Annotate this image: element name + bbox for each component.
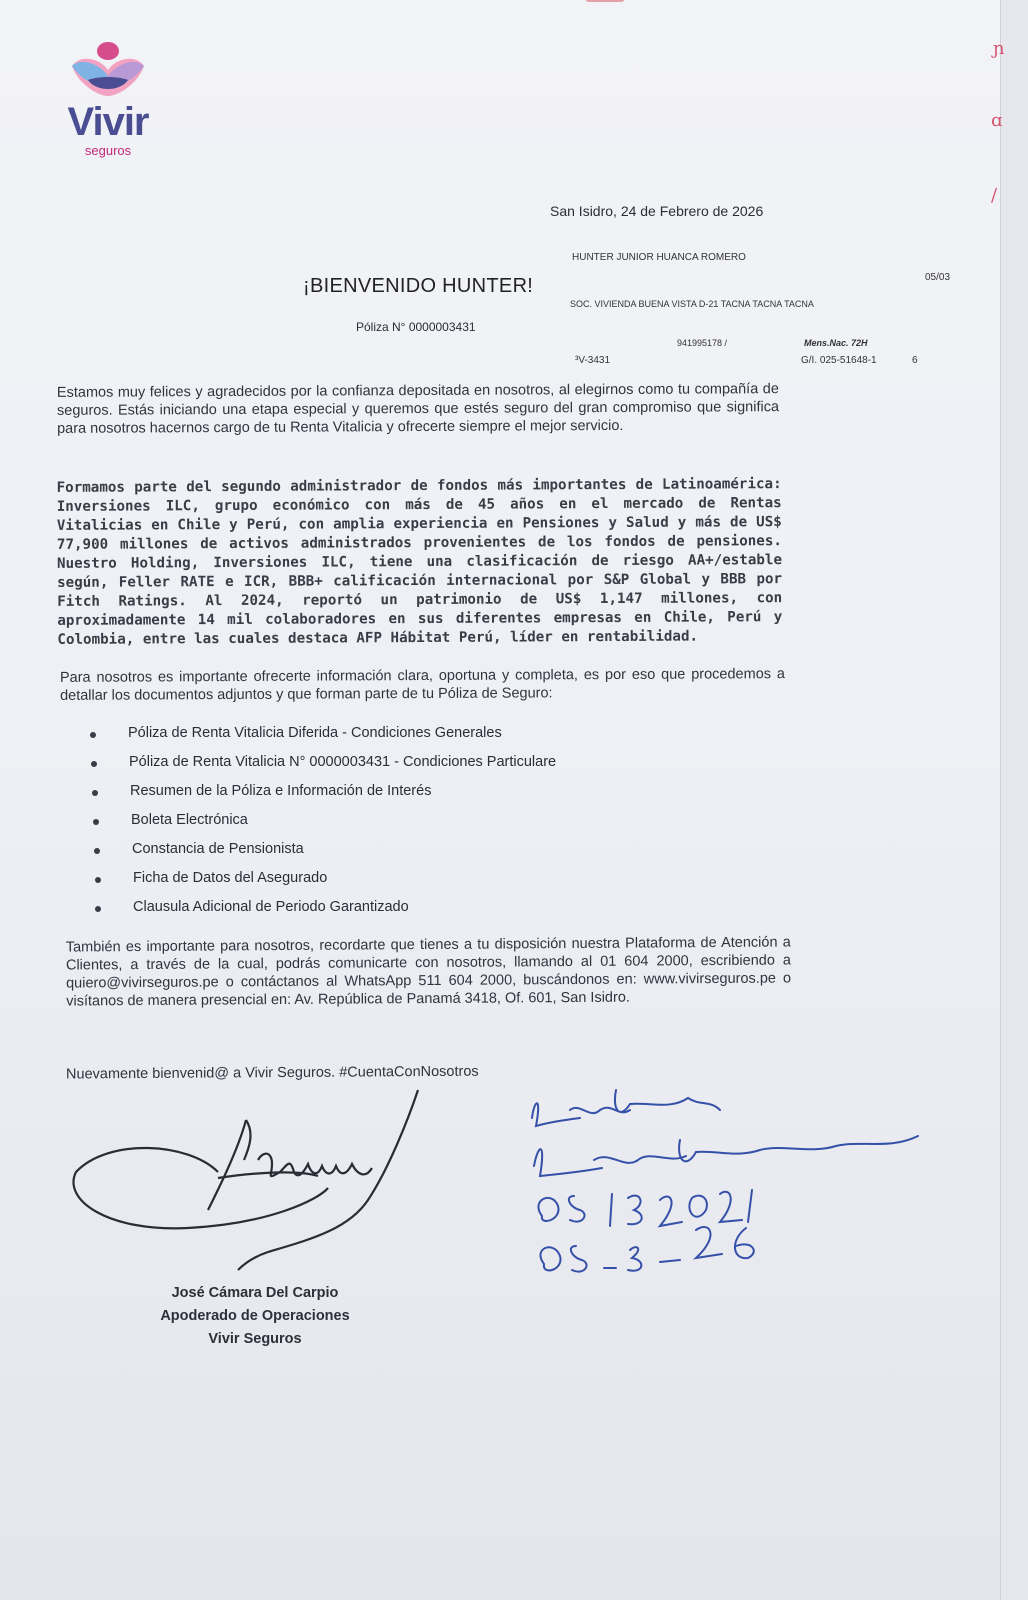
list-item: Ficha de Datos del Asegurado [95,870,650,899]
logo-subtitle: seguros [84,143,132,158]
recipient-name: HUNTER JUNIOR HUANCA ROMERO [572,252,746,263]
mail-code: G/I. 025-51648-1 [801,355,877,366]
signer-company: Vivir Seguros [208,1331,302,1347]
signer-block [130,1282,380,1351]
edge-mark: / [991,185,998,206]
handwritten-note [520,1080,940,1290]
mail-date: 05/03 [925,272,951,283]
signer-name: José Cámara Del Carpio [171,1285,339,1301]
hearts-icon [58,40,158,100]
policy-number: Póliza N° 0000003431 [356,320,476,334]
list-item: Póliza de Renta Vitalicia Diferida - Condiciones Generales [90,725,650,754]
ink-mark [585,0,625,2]
list-item: Constancia de Pensionista [94,841,650,870]
vivir-logo [58,40,168,158]
closing-line: Nuevamente bienvenid@ a Vivir Seguros. #CuentaConNosotros [65,1063,479,1083]
contact-paragraph: También es importante para nosotros, recordarte que tienes a tu disposición nuestra Plataforma de Atención a Clientes, a través de la cual, podrás comunicarte con nosotros, llamando al 01 604 2000, escribiendo a quiero@vivirseguros.pe o contáctanos al WhatsApp 511 604 2000, buscándonos en: www.vivirseguros.pe o visítanos de manera presencial en: Av. República de Panamá 3418, Of. 601, San Isidro. [65,934,792,1010]
list-item: Clausula Adicional de Periodo Garantizado [95,899,650,928]
list-item: Póliza de Renta Vitalicia N° 0000003431 - Condiciones Particulare [91,754,650,783]
edge-mark: ɲ [993,38,1005,59]
page-title: ¡BIENVENIDO HUNTER! [303,275,534,297]
mail-type: Mens.Nac. 72H [804,338,868,348]
signer-role: Apoderado de Operaciones [160,1308,350,1324]
recipient-address: SOC. VIVIENDA BUENA VISTA D-21 TACNA TACNA TACNA [570,299,814,309]
documents-intro-paragraph: Para nosotros es importante ofrecerte información clara, oportuna y completa, es por eso que procedemos a detallar los documentos adjuntos y que forman parte de tu Póliza de Seguro: [59,666,785,704]
recipient-phone: 941995178 / [677,338,728,348]
logo-wordmark: Vivir [67,100,149,144]
mail-code-suffix: 6 [912,355,918,366]
letter-date: San Isidro, 24 de Febrero de 2026 [550,203,764,219]
company-paragraph: Formamos parte del segundo administrador de fondos más importantes de Latinoamérica: Inversiones ILC, grupo económico con más de 45 años en el mercado de Rentas Vitalicias en Chile y Perú, con amplia experiencia en Pensiones y Salud y más de US$ 77,900 millones de activos administrados provenientes de los fondos de pensiones. Nuestro Holding, Inversiones ILC, tiene una clasificación de riesgo AA+/estable según, Feller RATE e ICR, BBB+ calificación internacional por S&P Global y BBB por Fitch Ratings. Al 2024, reportó un patrimonio de US$ 1,147 millones, con aproximadamente 14 mil colaboradores en sus diferentes empresas en Chile, Perú y Colombia, entre las cuales destaca AFP Hábitat Perú, líder en rentabilidad. [56,476,783,648]
signature [68,1080,448,1280]
paper-edge [991,0,1028,1600]
edge-mark: ɑ [991,110,1003,131]
list-item: Boleta Electrónica [93,812,650,841]
intro-paragraph: Estamos muy felices y agradecidos por la confianza depositada en nosotros, al elegirnos como tu compañía de seguros. Estás iniciando una etapa especial y queremos que estés seguro del gran compromiso que significa para nosotros hacernos cargo de tu Renta Vitalicia y ofrecerte siempre el mejor servicio. [56,381,780,437]
recipient-ref: ³V-3431 [575,355,611,366]
attached-documents-list [90,725,650,928]
list-item: Resumen de la Póliza e Información de Interés [92,783,650,812]
